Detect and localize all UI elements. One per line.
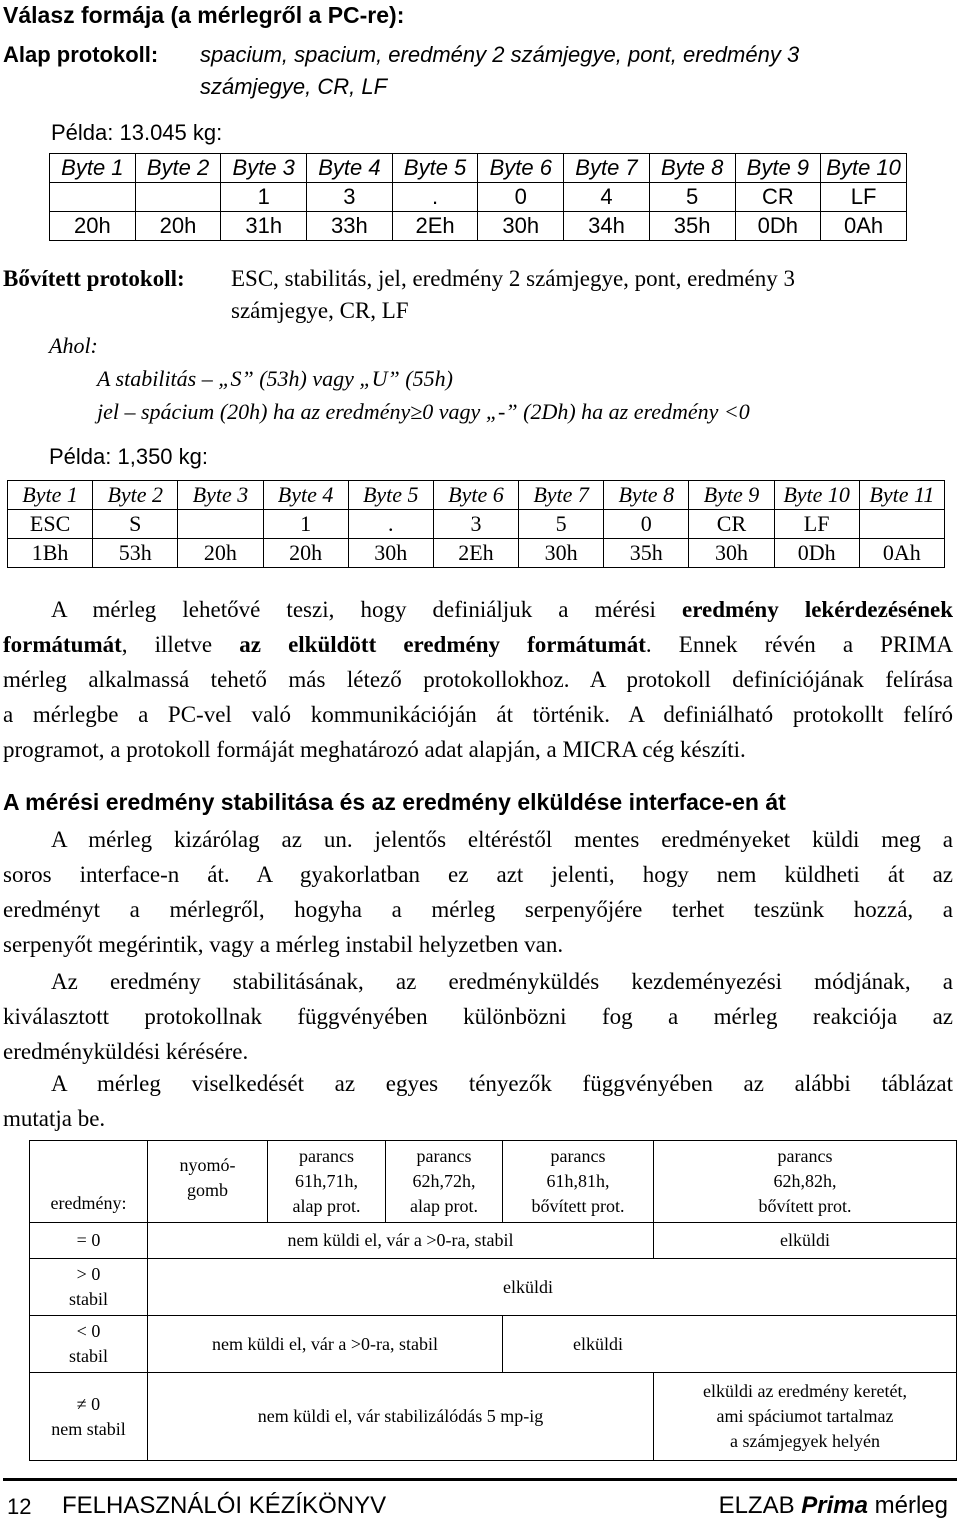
cell-line: a számjegyek helyén (730, 1431, 880, 1451)
text-run: , illetve (121, 632, 240, 657)
table-cell: 35h (649, 212, 735, 241)
table-cell: . (392, 183, 478, 212)
header-cmd-61-81 (503, 1141, 654, 1223)
row-label-line: < 0 (76, 1321, 101, 1341)
table-cell: 20h (50, 212, 136, 241)
sign-desc: jel – spácium (20h) ha az eredmény≥0 vagy „-” (2Dh) ha az eredmény <0 (97, 399, 750, 424)
table-cell: ESC (8, 510, 93, 539)
page-number: 12 (7, 1494, 32, 1519)
text-run-bold: az elküldött eredmény formátumát (239, 632, 646, 657)
extended-protocol-desc-1: ESC, stabilitás, jel, eredmény 2 számjegye, pont, eredmény 3 (231, 266, 795, 291)
table-cell (859, 510, 944, 539)
example-1-label: Példa: 13.045 kg: (51, 120, 223, 145)
header-line: 62h,82h, (773, 1171, 837, 1191)
table-cell: 30h (519, 539, 604, 568)
row-label-line: stabil (69, 1289, 108, 1309)
table-row (50, 154, 907, 183)
text-run: . Ennek révén a PRIMA (645, 632, 953, 657)
row-label-line: nem stabil (51, 1418, 126, 1439)
basic-protocol-table (49, 153, 907, 241)
table-cell: 20h (135, 212, 221, 241)
text-line: A mérleg viselkedését az egyes tényezők függvényében az alábbi táblázat (51, 1071, 953, 1096)
table-cell: 0 (478, 183, 564, 212)
table-cell: 3 (433, 510, 518, 539)
table-row (8, 510, 945, 539)
row-label-line: > 0 (76, 1264, 101, 1284)
table-cell: 30h (348, 539, 433, 568)
table-row (50, 183, 907, 212)
header-line: nyomó- (179, 1155, 236, 1175)
header-button (148, 1141, 268, 1223)
table-cell: 1 (263, 510, 348, 539)
table-cell: Byte 10 (821, 154, 907, 183)
basic-protocol-desc-2: számjegye, CR, LF (200, 74, 388, 99)
header-cmd-61-71 (268, 1141, 386, 1223)
text-line: programot, a protokoll formáját meghatározó adat alapján, a MICRA cég készíti. (3, 737, 746, 762)
text-line: A mérleg kizárólag az un. jelentős eltéréstől mentes eredményeket küldi meg a (51, 827, 953, 852)
header-line: parancs (416, 1146, 472, 1166)
header-line: parancs (550, 1146, 606, 1166)
brand-product: Prima (801, 1492, 868, 1519)
table-cell: 5 (519, 510, 604, 539)
table-cell: Byte 7 (519, 481, 604, 510)
protocol-paragraph (3, 964, 953, 1069)
table-cell: CR (689, 510, 774, 539)
table-cell: 3 (307, 183, 393, 212)
header-line: bővített prot. (531, 1196, 625, 1216)
table-cell: 0Dh (735, 212, 821, 241)
table-row (30, 1316, 957, 1373)
table-cell: Byte 4 (307, 154, 393, 183)
extended-protocol-table (7, 480, 945, 568)
header-line: alap prot. (410, 1196, 478, 1216)
table-cell: Byte 3 (178, 481, 263, 510)
cell-line: elküldi az eredmény keretét, (703, 1381, 907, 1401)
text-line: soros interface-n át. A gyakorlatban ez azt jelenti, hogy nem küldheti át az (3, 862, 953, 887)
table-row (8, 539, 945, 568)
header-result: eredmény: (30, 1141, 148, 1223)
header-line: bővített prot. (758, 1196, 852, 1216)
behavior-paragraph (3, 1066, 953, 1136)
table-cell: 31h (221, 212, 307, 241)
table-cell: Byte 9 (689, 481, 774, 510)
table-cell: 2Eh (392, 212, 478, 241)
table-cell: elküldi (148, 1259, 957, 1316)
table-cell: elküldi (503, 1316, 957, 1373)
table-cell: Byte 5 (392, 154, 478, 183)
table-cell: CR (735, 183, 821, 212)
table-cell: Byte 2 (135, 154, 221, 183)
basic-protocol-label: Alap protokoll: (3, 42, 159, 67)
table-cell: S (93, 510, 178, 539)
table-cell: Byte 3 (221, 154, 307, 183)
row-label (30, 1316, 148, 1373)
table-cell: 20h (178, 539, 263, 568)
table-cell: Byte 6 (433, 481, 518, 510)
table-cell: Byte 1 (50, 154, 136, 183)
table-cell: 0Ah (859, 539, 944, 568)
table-cell: 0Dh (774, 539, 859, 568)
header-line: 61h,81h, (546, 1171, 610, 1191)
text-line: mérleg alkalmassá tehető más létező protokollokhoz. A protokoll definíciójának felírása (3, 667, 953, 692)
table-cell: 34h (564, 212, 650, 241)
table-cell: nem küldi el, vár stabilizálódás 5 mp-ig (148, 1373, 654, 1461)
table-cell: 33h (307, 212, 393, 241)
table-cell: Byte 6 (478, 154, 564, 183)
table-cell: 2Eh (433, 539, 518, 568)
text-line (3, 592, 953, 627)
text-line: a mérlegbe a PC-vel való kommunikációján át történik. A definiálható protokollt felíró (3, 702, 953, 727)
footer-divider (3, 1478, 957, 1481)
text-line: serpenyőt megérintik, vagy a mérleg instabil helyzetben van. (3, 932, 564, 957)
table-cell (50, 183, 136, 212)
table-cell: 20h (263, 539, 348, 568)
text-line: mutatja be. (3, 1106, 106, 1131)
table-cell: Byte 11 (859, 481, 944, 510)
brand-name (719, 1492, 948, 1520)
table-cell: elküldi (654, 1223, 957, 1259)
row-label (30, 1373, 148, 1461)
table-row (30, 1259, 957, 1316)
text-line: kiválasztott protokollnak függvényében különbözni fog a mérleg reakciója az (3, 1004, 953, 1029)
table-cell: Byte 10 (774, 481, 859, 510)
table-cell: LF (821, 183, 907, 212)
stability-paragraph (3, 822, 953, 962)
stability-desc: A stabilitás – „S” (53h) vagy „U” (55h) (97, 366, 453, 391)
text-line: eredményt a mérlegről, hogyha a mérleg serpenyőjére terhet teszünk hozzá, a (3, 897, 953, 922)
cell-line: ami spáciumot tartalmaz (716, 1406, 894, 1426)
extended-protocol-label: Bővített protokoll: (3, 266, 185, 291)
header-line: 61h,71h, (295, 1171, 358, 1191)
text-line: Az eredmény stabilitásának, az eredményküldés kezdeményezési módjának, a (51, 969, 953, 994)
header-cmd-62-72 (386, 1141, 503, 1223)
text-line: eredményküldési kérésére. (3, 1039, 249, 1064)
table-row (8, 481, 945, 510)
section-heading: A mérési eredmény stabilitása és az eredmény elküldése interface-en át (3, 789, 786, 815)
extended-protocol-desc-2: számjegye, CR, LF (231, 298, 409, 323)
row-label (30, 1259, 148, 1316)
behavior-table (29, 1140, 957, 1461)
table-cell (654, 1373, 957, 1461)
header-cmd-62-82 (654, 1141, 957, 1223)
page-title: Válasz formája (a mérlegről a PC-re): (3, 2, 405, 28)
table-row (30, 1373, 957, 1461)
table-cell: LF (774, 510, 859, 539)
table-cell (178, 510, 263, 539)
table-cell: Byte 1 (8, 481, 93, 510)
table-cell: . (348, 510, 433, 539)
table-row (30, 1223, 957, 1259)
format-paragraph (3, 592, 953, 767)
table-cell: 35h (604, 539, 689, 568)
row-label-line: stabil (69, 1346, 108, 1366)
text-run-bold: eredmény lekérdezésének (682, 597, 953, 622)
table-cell: Byte 4 (263, 481, 348, 510)
table-cell (135, 183, 221, 212)
header-line: gomb (186, 1180, 228, 1200)
table-cell: 5 (649, 183, 735, 212)
table-cell: Byte 9 (735, 154, 821, 183)
header-line: 62h,72h, (412, 1171, 476, 1191)
table-cell: 0 (604, 510, 689, 539)
brand-text: mérleg (867, 1492, 948, 1519)
table-cell: 30h (478, 212, 564, 241)
example-2-label: Példa: 1,350 kg: (49, 444, 209, 469)
table-cell: Byte 8 (604, 481, 689, 510)
header-line: parancs (299, 1146, 354, 1166)
text-line (3, 627, 953, 662)
basic-protocol-desc-1: spacium, spacium, eredmény 2 számjegye, pont, eredmény 3 (200, 42, 800, 67)
row-label: = 0 (30, 1223, 148, 1259)
table-cell: Byte 5 (348, 481, 433, 510)
header-line: parancs (777, 1146, 833, 1166)
header-line: alap prot. (292, 1196, 361, 1216)
text-run: A mérleg lehetővé teszi, hogy definiáljuk a mérési (51, 597, 683, 622)
table-cell: 1 (221, 183, 307, 212)
table-row (30, 1141, 957, 1223)
table-cell: 1Bh (8, 539, 93, 568)
table-cell: Byte 7 (564, 154, 650, 183)
row-label-line: ≠ 0 (76, 1393, 101, 1414)
table-cell: nem küldi el, vár a >0-ra, stabil (148, 1316, 503, 1373)
table-cell: nem küldi el, vár a >0-ra, stabil (148, 1223, 654, 1259)
table-cell: 30h (689, 539, 774, 568)
table-cell: 0Ah (821, 212, 907, 241)
text-run-bold: formátumát (3, 632, 122, 657)
table-cell: 53h (93, 539, 178, 568)
where-label: Ahol: (49, 333, 98, 358)
table-cell: Byte 8 (649, 154, 735, 183)
manual-title: FELHASZNÁLÓI KÉZÍKÖNYV (62, 1492, 387, 1519)
table-cell: Byte 2 (93, 481, 178, 510)
table-cell: 4 (564, 183, 650, 212)
table-row (50, 212, 907, 241)
brand-text: ELZAB (718, 1492, 802, 1519)
